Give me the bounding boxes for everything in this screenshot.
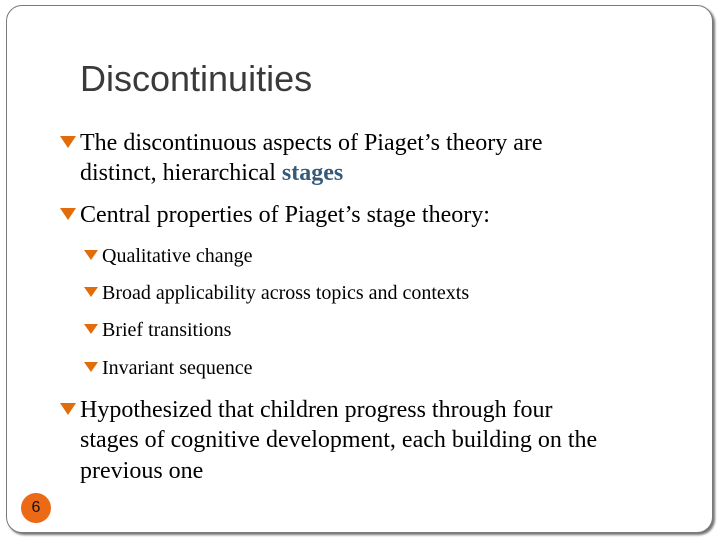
triangle-bullet-icon [60, 136, 76, 148]
triangle-bullet-icon [60, 403, 76, 415]
bullet-text: Broad applicability across topics and contexts [102, 282, 470, 304]
sub-bullet-invariant-sequence [84, 356, 252, 380]
bullet-text: The discontinuous aspects of Piaget’s theory are [80, 130, 543, 156]
triangle-bullet-icon [84, 287, 98, 297]
triangle-bullet-icon [60, 208, 76, 220]
bullet-continuation [80, 425, 597, 455]
bullet-discontinuous-aspects [60, 128, 543, 158]
bullet-text: stages of cognitive development, each building on the [80, 427, 598, 453]
bullet-continuation [80, 158, 343, 188]
bullet-text: distinct, hierarchical [80, 160, 282, 186]
triangle-bullet-icon [84, 362, 98, 372]
triangle-bullet-icon [84, 324, 98, 334]
highlight-stages: stages [281, 160, 344, 186]
sub-bullet-qualitative-change [84, 244, 253, 268]
bullet-continuation [80, 456, 203, 486]
bullet-text: Qualitative change [102, 245, 253, 267]
sub-bullet-brief-transitions [84, 318, 231, 342]
bullet-text: Invariant sequence [102, 357, 253, 379]
bullet-text: Central properties of Piaget’s stage theory: [80, 202, 490, 228]
bullet-text: Brief transitions [102, 319, 232, 341]
slide-title: Discontinuities [80, 58, 313, 99]
bullet-central-properties [60, 200, 490, 230]
triangle-bullet-icon [84, 250, 98, 260]
bullet-text: Hypothesized that children progress through four [80, 397, 553, 423]
bullet-text: previous one [80, 458, 204, 484]
sub-bullet-broad-applicability [84, 281, 469, 305]
page-number-badge: 6 [21, 493, 51, 523]
bullet-hypothesized [60, 395, 553, 425]
